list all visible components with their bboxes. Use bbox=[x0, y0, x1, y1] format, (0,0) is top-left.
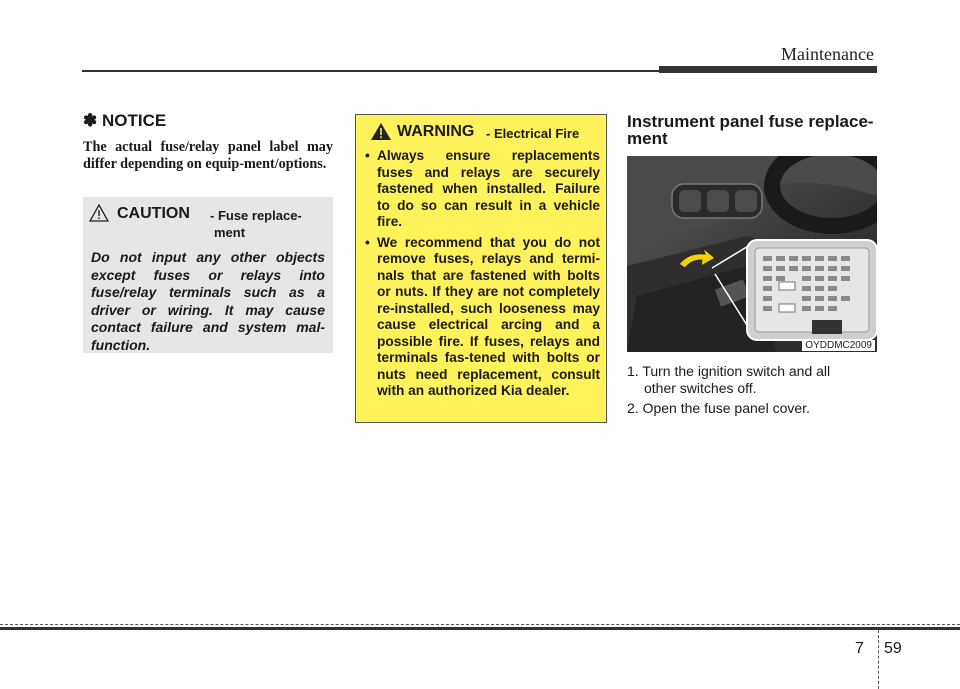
notice-body: The actual fuse/relay panel label may differ depending on equip-ment/options. bbox=[83, 139, 333, 172]
header-section-title: Maintenance bbox=[781, 44, 874, 64]
caution-box bbox=[83, 197, 333, 353]
footer-rule bbox=[0, 624, 960, 625]
step-item: 1. Turn the ignition switch and all other switches off. bbox=[627, 363, 831, 396]
page-number: 59 bbox=[884, 640, 902, 657]
section-title: Instrument panel fuse replace-ment bbox=[627, 112, 874, 148]
warning-item: • Always ensure replacements fuses and relays are securely fastened when installed. Failure to do so can result in a vehicle fire. bbox=[365, 148, 600, 229]
warning-list bbox=[364, 148, 600, 404]
footer-separator bbox=[878, 630, 879, 689]
fuse-panel-illustration bbox=[627, 156, 877, 352]
header-rule-accent bbox=[659, 66, 877, 73]
warning-subtitle: - Electrical Fire bbox=[486, 126, 580, 141]
caution-subtitle-cont: ment bbox=[214, 225, 246, 240]
caution-body: Do not input any other objects except fuses or relays into fuse/relay terminals such as a driver or wiring. It may cause contact failure and system mal-function. bbox=[91, 249, 325, 353]
warning-item: • We recommend that you do not remove fuses, relays and termi-nals that are fastened with bolts or nuts. If they are not completely re-installed, such looseness may cause electrical arcing and a possible fire. If fuses, relays and terminals fas-tened with bolts or nuts need replacement, consult with an authorized Kia dealer. bbox=[365, 234, 600, 398]
footer-rule-solid bbox=[0, 627, 960, 630]
warning-triangle-icon bbox=[370, 122, 392, 141]
step-item: 2. Open the fuse panel cover. bbox=[627, 400, 810, 416]
caution-triangle-icon bbox=[89, 204, 109, 222]
notice-title: ✽ NOTICE bbox=[83, 111, 167, 130]
caution-label: CAUTION bbox=[117, 205, 190, 222]
caution-subtitle: - Fuse replace- bbox=[210, 208, 302, 223]
fuse-panel-photo bbox=[627, 156, 877, 352]
warning-box bbox=[355, 114, 607, 423]
image-code: OYDDMC2009 bbox=[802, 340, 875, 351]
warning-label: WARNING bbox=[397, 123, 475, 140]
chapter-number: 7 bbox=[855, 640, 864, 657]
header-rule bbox=[82, 70, 660, 72]
steps-list bbox=[627, 363, 879, 420]
